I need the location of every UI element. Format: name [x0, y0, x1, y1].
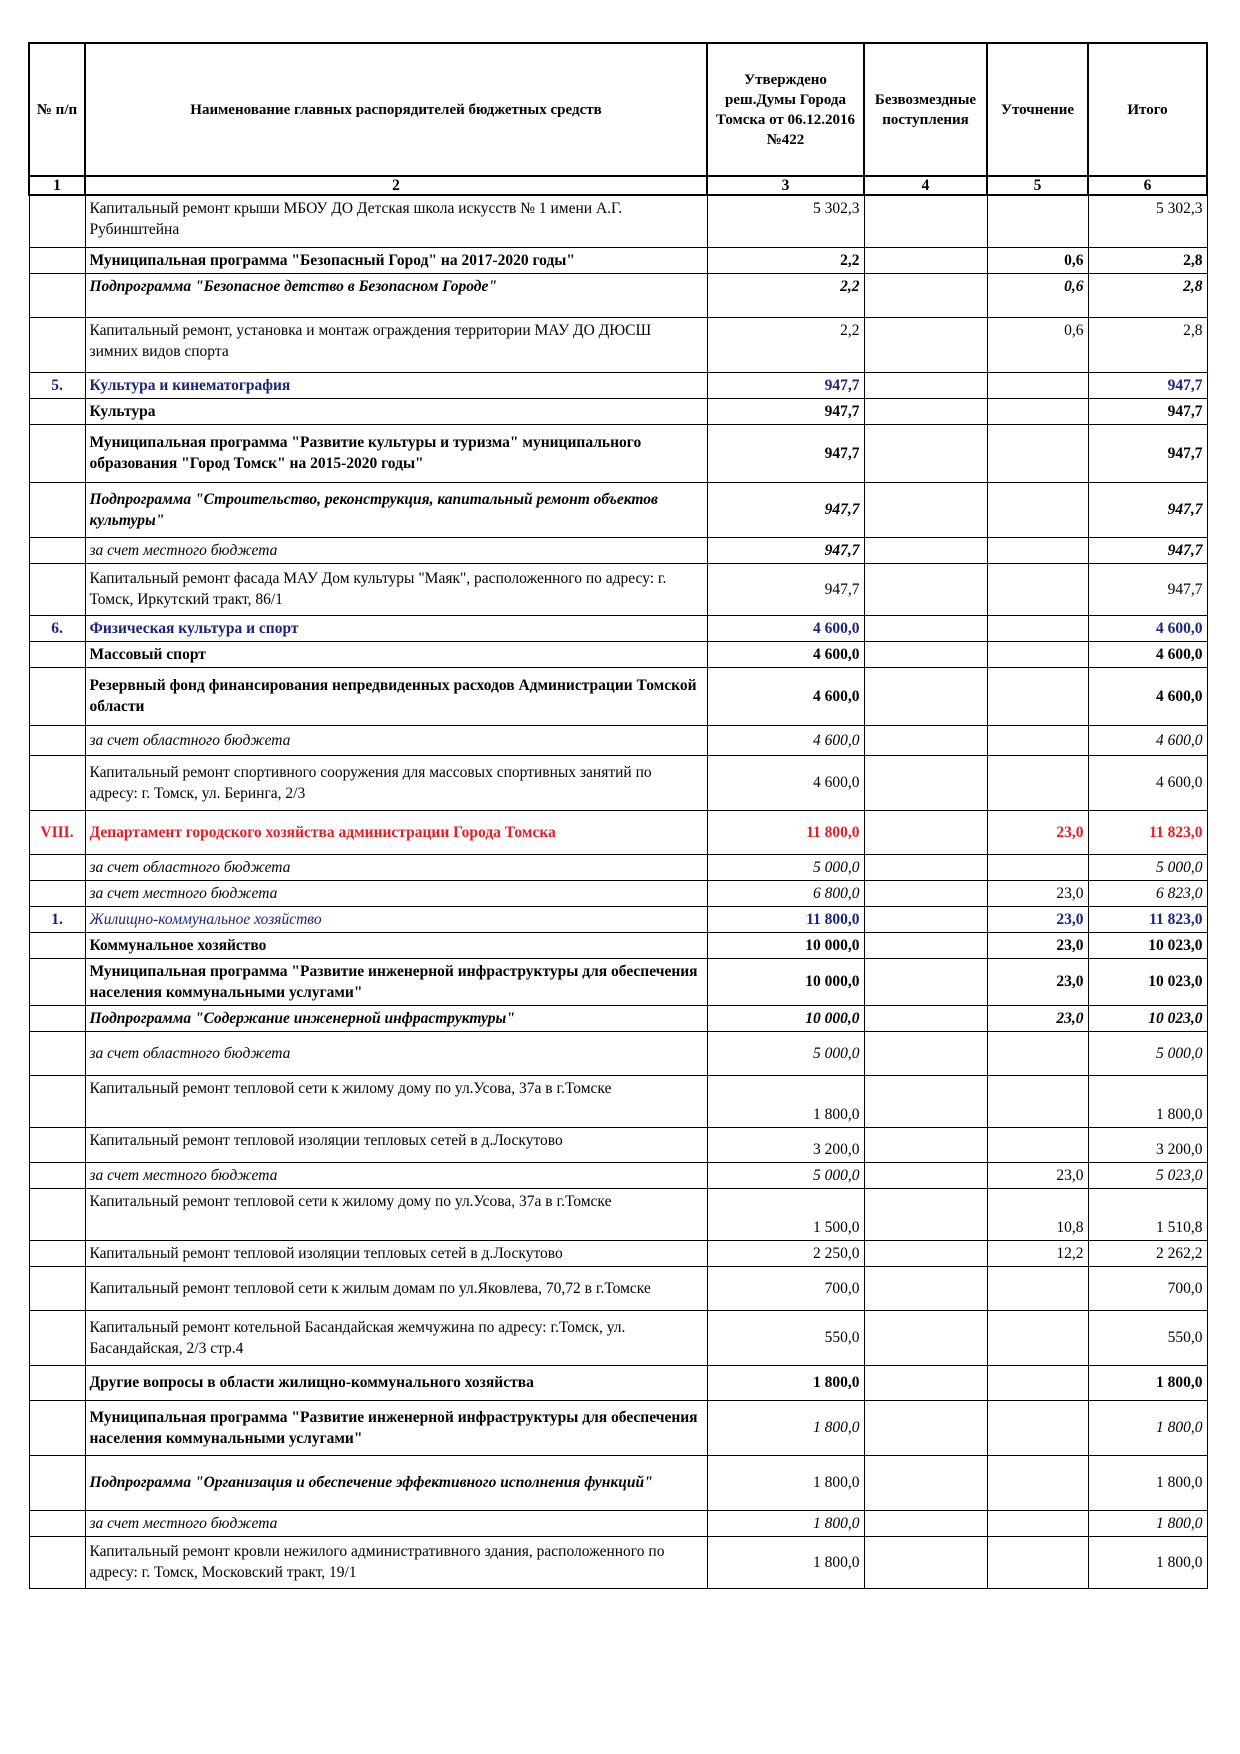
- table-row: [29, 372, 1207, 398]
- row-total: 5 000,0: [1088, 1031, 1207, 1075]
- table-row: [29, 667, 1207, 725]
- row-free-receipts: [864, 195, 987, 247]
- row-approved: 1 800,0: [707, 1075, 864, 1127]
- column-index: 1: [29, 176, 85, 195]
- row-total: 3 200,0: [1088, 1127, 1207, 1162]
- row-total: 947,7: [1088, 424, 1207, 482]
- row-total: 1 800,0: [1088, 1510, 1207, 1536]
- row-approved: 1 800,0: [707, 1400, 864, 1455]
- row-number: [29, 1031, 85, 1075]
- row-free-receipts: [864, 537, 987, 563]
- row-approved: 2,2: [707, 247, 864, 273]
- row-number: [29, 1536, 85, 1588]
- row-total: 6 823,0: [1088, 880, 1207, 906]
- row-total: 1 800,0: [1088, 1365, 1207, 1400]
- row-approved: 6 800,0: [707, 880, 864, 906]
- row-approved: 1 500,0: [707, 1188, 864, 1240]
- row-approved: 947,7: [707, 482, 864, 537]
- row-approved: 947,7: [707, 372, 864, 398]
- row-name: Капитальный ремонт кровли нежилого административного здания, расположенного по адресу: г. Томск, Московский тракт, 19/1: [85, 1536, 707, 1588]
- row-approved: 947,7: [707, 424, 864, 482]
- row-number: [29, 537, 85, 563]
- row-free-receipts: [864, 1127, 987, 1162]
- row-number: [29, 1310, 85, 1365]
- row-adjustment: [987, 424, 1088, 482]
- table-row: [29, 1266, 1207, 1310]
- row-adjustment: [987, 1365, 1088, 1400]
- row-adjustment: 23,0: [987, 958, 1088, 1005]
- row-free-receipts: [864, 906, 987, 932]
- row-approved: 11 800,0: [707, 810, 864, 854]
- row-adjustment: [987, 482, 1088, 537]
- table-row: [29, 1127, 1207, 1162]
- row-name: Физическая культура и спорт: [85, 615, 707, 641]
- table-row: [29, 755, 1207, 810]
- row-adjustment: [987, 1075, 1088, 1127]
- row-number: [29, 1266, 85, 1310]
- row-name: Муниципальная программа "Безопасный Город" на 2017-2020 годы": [85, 247, 707, 273]
- row-free-receipts: [864, 273, 987, 317]
- row-total: 550,0: [1088, 1310, 1207, 1365]
- row-approved: 4 600,0: [707, 667, 864, 725]
- row-approved: 2,2: [707, 317, 864, 372]
- row-adjustment: [987, 1400, 1088, 1455]
- row-free-receipts: [864, 1310, 987, 1365]
- row-adjustment: [987, 667, 1088, 725]
- row-free-receipts: [864, 1400, 987, 1455]
- row-number: [29, 641, 85, 667]
- row-approved: 947,7: [707, 563, 864, 615]
- row-number: [29, 563, 85, 615]
- row-name: Капитальный ремонт тепловой сети к жилому дому по ул.Усова, 37а в г.Томске: [85, 1188, 707, 1240]
- row-name: Подпрограмма "Строительство, реконструкция, капитальный ремонт объектов культуры": [85, 482, 707, 537]
- row-name: Подпрограмма "Содержание инженерной инфраструктуры": [85, 1005, 707, 1031]
- row-total: 5 302,3: [1088, 195, 1207, 247]
- row-number: [29, 424, 85, 482]
- table-row: [29, 641, 1207, 667]
- row-adjustment: [987, 641, 1088, 667]
- row-free-receipts: [864, 1188, 987, 1240]
- row-total: 4 600,0: [1088, 667, 1207, 725]
- row-free-receipts: [864, 398, 987, 424]
- table-row: [29, 1400, 1207, 1455]
- row-total: 11 823,0: [1088, 810, 1207, 854]
- row-name: за счет областного бюджета: [85, 1031, 707, 1075]
- row-approved: 4 600,0: [707, 755, 864, 810]
- column-index: 6: [1088, 176, 1207, 195]
- row-total: 5 023,0: [1088, 1162, 1207, 1188]
- row-name: Подпрограмма "Организация и обеспечение эффективного исполнения функций": [85, 1455, 707, 1510]
- row-free-receipts: [864, 424, 987, 482]
- table-row: [29, 906, 1207, 932]
- header-free-receipts: Безвозмездные поступления: [864, 43, 987, 176]
- row-total: 10 023,0: [1088, 932, 1207, 958]
- table-row: [29, 1188, 1207, 1240]
- row-free-receipts: [864, 1365, 987, 1400]
- row-number: [29, 398, 85, 424]
- row-adjustment: 0,6: [987, 273, 1088, 317]
- row-adjustment: 23,0: [987, 880, 1088, 906]
- table-row: [29, 195, 1207, 247]
- row-name: Жилищно-коммунальное хозяйство: [85, 906, 707, 932]
- table-row: [29, 1075, 1207, 1127]
- row-approved: 1 800,0: [707, 1510, 864, 1536]
- table-row: [29, 1240, 1207, 1266]
- row-adjustment: 0,6: [987, 317, 1088, 372]
- row-approved: 550,0: [707, 1310, 864, 1365]
- row-number: [29, 1510, 85, 1536]
- table-row: [29, 398, 1207, 424]
- row-adjustment: [987, 1127, 1088, 1162]
- row-adjustment: [987, 1031, 1088, 1075]
- row-number: [29, 667, 85, 725]
- row-approved: 5 302,3: [707, 195, 864, 247]
- row-free-receipts: [864, 1005, 987, 1031]
- row-free-receipts: [864, 482, 987, 537]
- header-adjustment: Уточнение: [987, 43, 1088, 176]
- row-free-receipts: [864, 641, 987, 667]
- row-name: Культура: [85, 398, 707, 424]
- table-row: [29, 615, 1207, 641]
- table-row: [29, 537, 1207, 563]
- row-free-receipts: [864, 563, 987, 615]
- row-free-receipts: [864, 932, 987, 958]
- row-name: Муниципальная программа "Развитие культуры и туризма" муниципального образования "Город Томск" на 2015-2020 годы": [85, 424, 707, 482]
- row-approved: 11 800,0: [707, 906, 864, 932]
- table-row: [29, 1536, 1207, 1588]
- column-index: 5: [987, 176, 1088, 195]
- row-free-receipts: [864, 1266, 987, 1310]
- row-free-receipts: [864, 667, 987, 725]
- row-number: [29, 1188, 85, 1240]
- row-total: 947,7: [1088, 563, 1207, 615]
- row-total: 947,7: [1088, 372, 1207, 398]
- table-row: [29, 1510, 1207, 1536]
- row-approved: 700,0: [707, 1266, 864, 1310]
- row-name: за счет местного бюджета: [85, 537, 707, 563]
- budget-table-body: [29, 195, 1207, 1588]
- row-number: [29, 755, 85, 810]
- row-number: [29, 317, 85, 372]
- row-name: Капитальный ремонт спортивного сооружения для массовых спортивных занятий по адресу: г. Томск, ул. Беринга, 2/3: [85, 755, 707, 810]
- row-adjustment: [987, 195, 1088, 247]
- column-index: 2: [85, 176, 707, 195]
- row-adjustment: [987, 1266, 1088, 1310]
- row-name: Массовый спорт: [85, 641, 707, 667]
- row-name: за счет местного бюджета: [85, 880, 707, 906]
- row-total: 2,8: [1088, 247, 1207, 273]
- row-free-receipts: [864, 1510, 987, 1536]
- budget-table: [28, 42, 1208, 1589]
- table-row: [29, 932, 1207, 958]
- row-approved: 1 800,0: [707, 1455, 864, 1510]
- row-adjustment: [987, 537, 1088, 563]
- row-total: 5 000,0: [1088, 854, 1207, 880]
- table-row: [29, 1365, 1207, 1400]
- row-total: 2,8: [1088, 317, 1207, 372]
- row-number: [29, 1075, 85, 1127]
- row-total: 10 023,0: [1088, 1005, 1207, 1031]
- table-row: [29, 880, 1207, 906]
- row-total: 2,8: [1088, 273, 1207, 317]
- row-approved: 947,7: [707, 398, 864, 424]
- row-free-receipts: [864, 1031, 987, 1075]
- row-total: 1 800,0: [1088, 1400, 1207, 1455]
- row-adjustment: 23,0: [987, 1162, 1088, 1188]
- table-row: [29, 958, 1207, 1005]
- row-adjustment: [987, 1510, 1088, 1536]
- row-adjustment: [987, 1536, 1088, 1588]
- row-name: за счет местного бюджета: [85, 1162, 707, 1188]
- row-adjustment: [987, 398, 1088, 424]
- row-number: [29, 1365, 85, 1400]
- row-approved: 1 800,0: [707, 1365, 864, 1400]
- row-approved: 1 800,0: [707, 1536, 864, 1588]
- column-index: 4: [864, 176, 987, 195]
- row-number: [29, 1005, 85, 1031]
- row-free-receipts: [864, 1240, 987, 1266]
- row-name: Капитальный ремонт, установка и монтаж ограждения территории МАУ ДО ДЮСШ зимних видов спорта: [85, 317, 707, 372]
- row-approved: 5 000,0: [707, 1162, 864, 1188]
- row-number: VIII.: [29, 810, 85, 854]
- row-total: 1 800,0: [1088, 1075, 1207, 1127]
- row-free-receipts: [864, 725, 987, 755]
- header-total: Итого: [1088, 43, 1207, 176]
- row-name: Коммунальное хозяйство: [85, 932, 707, 958]
- row-number: 6.: [29, 615, 85, 641]
- row-number: [29, 1455, 85, 1510]
- row-adjustment: [987, 1455, 1088, 1510]
- row-adjustment: 23,0: [987, 932, 1088, 958]
- row-adjustment: 10,8: [987, 1188, 1088, 1240]
- row-number: [29, 880, 85, 906]
- row-number: [29, 1240, 85, 1266]
- budget-document: [28, 42, 1206, 1589]
- row-approved: 4 600,0: [707, 641, 864, 667]
- row-number: 5.: [29, 372, 85, 398]
- row-number: [29, 195, 85, 247]
- header-number: № п/п: [29, 43, 85, 176]
- row-total: 11 823,0: [1088, 906, 1207, 932]
- header-row: [29, 43, 1207, 176]
- row-name: Капитальный ремонт тепловой изоляции тепловых сетей в д.Лоскутово: [85, 1240, 707, 1266]
- table-row: [29, 1455, 1207, 1510]
- table-row: [29, 424, 1207, 482]
- row-adjustment: [987, 563, 1088, 615]
- row-approved: 947,7: [707, 537, 864, 563]
- row-approved: 5 000,0: [707, 854, 864, 880]
- row-name: Другие вопросы в области жилищно-коммунального хозяйства: [85, 1365, 707, 1400]
- row-name: за счет областного бюджета: [85, 725, 707, 755]
- row-total: 700,0: [1088, 1266, 1207, 1310]
- row-adjustment: [987, 1310, 1088, 1365]
- row-number: [29, 1162, 85, 1188]
- row-total: 947,7: [1088, 537, 1207, 563]
- table-row: [29, 1162, 1207, 1188]
- header-name: Наименование главных распорядителей бюджетных средств: [85, 43, 707, 176]
- row-free-receipts: [864, 880, 987, 906]
- row-approved: 4 600,0: [707, 615, 864, 641]
- row-name: Муниципальная программа "Развитие инженерной инфраструктуры для обеспечения населения коммунальными услугами": [85, 1400, 707, 1455]
- row-free-receipts: [864, 1455, 987, 1510]
- row-adjustment: 23,0: [987, 1005, 1088, 1031]
- row-name: Капитальный ремонт тепловой сети к жилому дому по ул.Усова, 37а в г.Томске: [85, 1075, 707, 1127]
- table-row: [29, 563, 1207, 615]
- row-total: 947,7: [1088, 398, 1207, 424]
- row-adjustment: 0,6: [987, 247, 1088, 273]
- row-free-receipts: [864, 317, 987, 372]
- row-total: 1 800,0: [1088, 1536, 1207, 1588]
- row-total: 2 262,2: [1088, 1240, 1207, 1266]
- row-adjustment: [987, 854, 1088, 880]
- row-free-receipts: [864, 1162, 987, 1188]
- table-row: [29, 317, 1207, 372]
- row-total: 1 800,0: [1088, 1455, 1207, 1510]
- row-number: [29, 725, 85, 755]
- row-total: 1 510,8: [1088, 1188, 1207, 1240]
- row-approved: 2 250,0: [707, 1240, 864, 1266]
- row-total: 4 600,0: [1088, 755, 1207, 810]
- row-total: 947,7: [1088, 482, 1207, 537]
- row-number: [29, 482, 85, 537]
- row-number: [29, 854, 85, 880]
- row-total: 10 023,0: [1088, 958, 1207, 1005]
- row-total: 4 600,0: [1088, 641, 1207, 667]
- row-name: Капитальный ремонт тепловой сети к жилым домам по ул.Яковлева, 70,72 в г.Томске: [85, 1266, 707, 1310]
- row-adjustment: [987, 615, 1088, 641]
- row-approved: 3 200,0: [707, 1127, 864, 1162]
- row-name: Капитальный ремонт крыши МБОУ ДО Детская школа искусств № 1 имени А.Г. Рубинштейна: [85, 195, 707, 247]
- row-number: [29, 273, 85, 317]
- table-row: [29, 854, 1207, 880]
- row-number: [29, 932, 85, 958]
- table-row: [29, 482, 1207, 537]
- header-approved: Утверждено реш.Думы Города Томска от 06.12.2016 №422: [707, 43, 864, 176]
- row-approved: 5 000,0: [707, 1031, 864, 1075]
- row-adjustment: [987, 725, 1088, 755]
- row-total: 4 600,0: [1088, 725, 1207, 755]
- row-number: [29, 1127, 85, 1162]
- row-name: Культура и кинематография: [85, 372, 707, 398]
- row-free-receipts: [864, 615, 987, 641]
- row-name: Капитальный ремонт котельной Басандайская жемчужина по адресу: г.Томск, ул. Басандайская, 2/3 стр.4: [85, 1310, 707, 1365]
- row-name: за счет областного бюджета: [85, 854, 707, 880]
- row-approved: 4 600,0: [707, 725, 864, 755]
- row-free-receipts: [864, 247, 987, 273]
- row-name: за счет местного бюджета: [85, 1510, 707, 1536]
- table-row: [29, 810, 1207, 854]
- row-adjustment: [987, 372, 1088, 398]
- table-row: [29, 273, 1207, 317]
- row-free-receipts: [864, 1075, 987, 1127]
- row-number: [29, 247, 85, 273]
- row-number: 1.: [29, 906, 85, 932]
- row-number: [29, 958, 85, 1005]
- row-free-receipts: [864, 1536, 987, 1588]
- row-approved: 10 000,0: [707, 958, 864, 1005]
- row-free-receipts: [864, 372, 987, 398]
- row-name: Резервный фонд финансирования непредвиденных расходов Администрации Томской области: [85, 667, 707, 725]
- row-name: Капитальный ремонт тепловой изоляции тепловых сетей в д.Лоскутово: [85, 1127, 707, 1162]
- row-adjustment: 23,0: [987, 810, 1088, 854]
- row-number: [29, 1400, 85, 1455]
- row-name: Департамент городского хозяйства администрации Города Томска: [85, 810, 707, 854]
- column-index-row: [29, 176, 1207, 195]
- table-row: [29, 1310, 1207, 1365]
- row-free-receipts: [864, 810, 987, 854]
- row-name: Капитальный ремонт фасада МАУ Дом культуры "Маяк", расположенного по адресу: г. Томск, Иркутский тракт, 86/1: [85, 563, 707, 615]
- row-approved: 10 000,0: [707, 1005, 864, 1031]
- table-row: [29, 725, 1207, 755]
- row-adjustment: [987, 755, 1088, 810]
- row-approved: 2,2: [707, 273, 864, 317]
- row-adjustment: 12,2: [987, 1240, 1088, 1266]
- row-adjustment: 23,0: [987, 906, 1088, 932]
- row-name: Подпрограмма "Безопасное детство в Безопасном Городе": [85, 273, 707, 317]
- row-free-receipts: [864, 854, 987, 880]
- row-name: Муниципальная программа "Развитие инженерной инфраструктуры для обеспечения населения коммунальными услугами": [85, 958, 707, 1005]
- column-index: 3: [707, 176, 864, 195]
- row-free-receipts: [864, 755, 987, 810]
- table-row: [29, 247, 1207, 273]
- row-approved: 10 000,0: [707, 932, 864, 958]
- row-free-receipts: [864, 958, 987, 1005]
- table-row: [29, 1031, 1207, 1075]
- row-total: 4 600,0: [1088, 615, 1207, 641]
- table-row: [29, 1005, 1207, 1031]
